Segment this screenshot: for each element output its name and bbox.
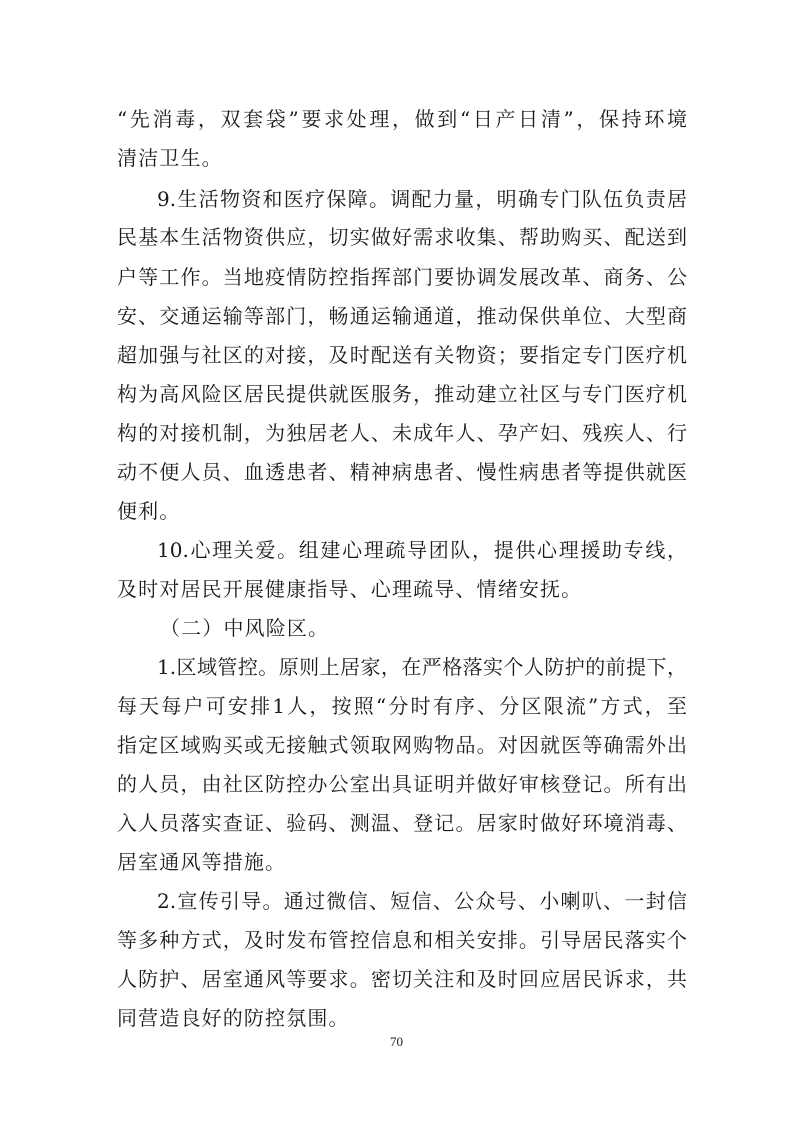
- text-line: 构的对接机制，为独居老人、未成年人、孕产妇、残疾人、行: [117, 421, 687, 445]
- text-line: 安、交通运输等部门，畅通运输通道，推动保供单位、大型商: [117, 304, 687, 328]
- section-heading: （二）中风险区。: [160, 616, 330, 640]
- text-line: 构为高风险区居民提供就医服务，推动建立社区与专门医疗机: [117, 382, 687, 406]
- text-line: 超加强与社区的对接，及时配送有关物资；要指定专门医疗机: [117, 343, 687, 367]
- text-line: 指定区域购买或无接触式领取网购物品。对因就医等确需外出: [117, 733, 687, 757]
- text-line: 每天每户可安排1人，按照“分时有序、分区限流”方式，至: [117, 694, 687, 718]
- text-line: 居室通风等措施。: [117, 850, 287, 874]
- text-line: 户等工作。当地疫情防控指挥部门要协调发展改革、商务、公: [117, 265, 687, 289]
- text-line: 及时对居民开展健康指导、心理疏导、情绪安抚。: [117, 577, 583, 601]
- text-line: 等多种方式，及时发布管控信息和相关安排。引导居民落实个: [117, 928, 687, 952]
- text-line: “先消毒，双套袋”要求处理，做到“日产日清”，保持环境: [117, 107, 687, 131]
- text-line: 2.宣传引导。通过微信、短信、公众号、小喇叭、一封信: [157, 889, 687, 913]
- text-line: 10.心理关爱。组建心理疏导团队，提供心理援助专线，: [157, 538, 687, 562]
- text-line: 动不便人员、血透患者、精神病患者、慢性病患者等提供就医: [117, 460, 687, 484]
- page-number: 70: [390, 1034, 403, 1049]
- text-line: 同营造良好的防控氛围。: [117, 1006, 350, 1030]
- text-line: 清洁卫生。: [117, 146, 223, 170]
- text-line: 的人员，由社区防控办公室出具证明并做好审核登记。所有出: [117, 772, 687, 796]
- text-line: 1.区域管控。原则上居家，在严格落实个人防护的前提下，: [157, 655, 687, 679]
- text-line: 9.生活物资和医疗保障。调配力量，明确专门队伍负责居: [157, 187, 687, 211]
- text-line: 民基本生活物资供应，切实做好需求收集、帮助购买、配送到: [117, 225, 687, 249]
- text-line: 入人员落实查证、验码、测温、登记。居家时做好环境消毒、: [117, 811, 687, 835]
- text-line: 便利。: [117, 499, 181, 523]
- text-line: 人防护、居室通风等要求。密切关注和及时回应居民诉求，共: [117, 967, 687, 991]
